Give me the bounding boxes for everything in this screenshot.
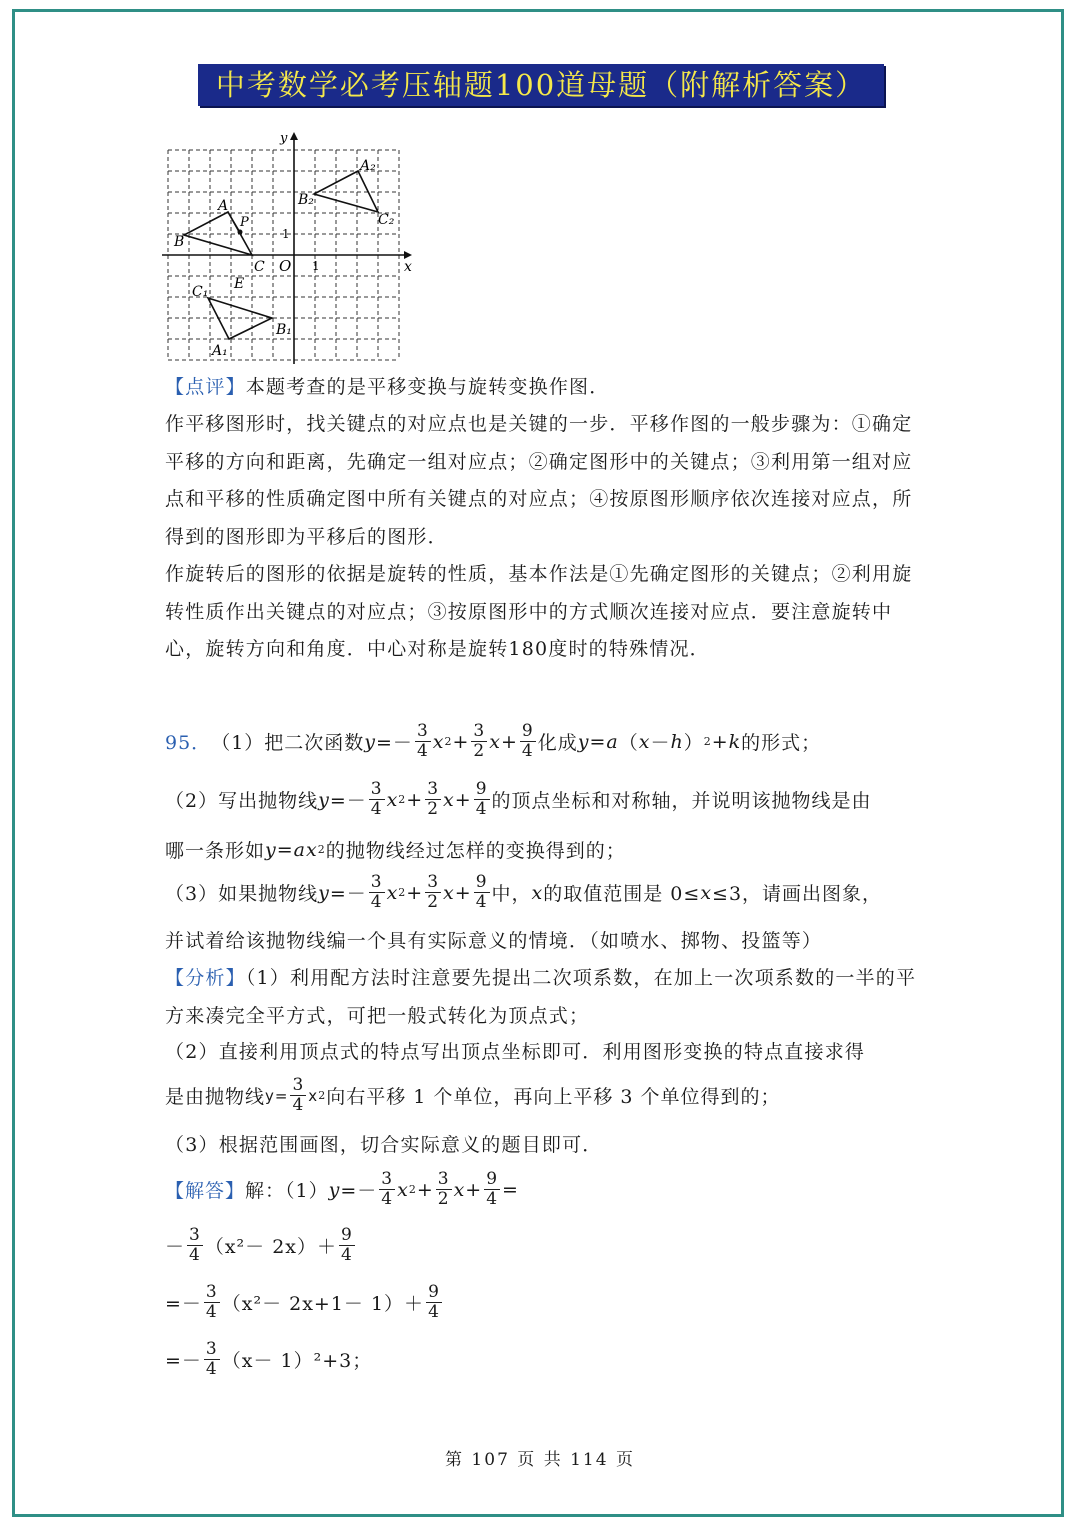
label-b2: B₂ <box>298 192 314 208</box>
label-c: C <box>254 259 265 275</box>
q2-text-c: 哪一条形如 <box>165 840 266 862</box>
solution-lead: 解：（1） <box>245 1180 329 1202</box>
question-part-2-line-2: 哪一条形如 y = ax 2 的抛物线经过怎样的变换得到的； <box>165 836 626 863</box>
label-c2: C₂ <box>378 212 395 228</box>
analysis-paragraph-1 <box>165 960 920 1035</box>
analysis-paragraph-3: 是由抛物线 y= $\frac{3}{4}$ x 2 向右平移 1 个单位，再向上平移 3 个单位得到的； <box>165 1075 781 1115</box>
label-x: x <box>404 259 412 275</box>
q3-text-d: ≤3，请画出图象， <box>712 883 883 905</box>
solution-step-1-text: （x²－ 2x）＋ <box>204 1236 338 1258</box>
label-a2: A₂ <box>360 158 376 174</box>
label-c1: C₁ <box>192 284 209 300</box>
q1-text-b: 化成 <box>537 732 578 754</box>
q3-text-a: （3）如果抛物线 <box>165 883 319 905</box>
q1-text-a: （1）把二次函数 <box>211 732 365 754</box>
q2-text-a: （2）写出抛物线 <box>165 790 319 812</box>
review-rotation-paragraph: 作旋转后的图形的依据是旋转的性质，基本作法是①先确定图形的关键点；②利用旋转性质作出关键点的对应点；③按原图形中的方式顺次连接对应点．要注意旋转中心，旋转方向和角度．中心对称是旋转180度时的特殊情况． <box>165 563 913 660</box>
analysis-paragraph-2: （2）直接利用顶点式的特点写出顶点坐标即可．利用图形变换的特点直接求得 <box>165 1041 866 1063</box>
solution-step-2: =－ $\frac{3}{4}$ （x²－ 2x+1－ 1）＋ $\frac{9}{4}$ <box>165 1282 440 1322</box>
coordinate-grid-figure <box>162 128 422 368</box>
review-summary: 本题考查的是平移变换与旋转变换作图． <box>245 376 610 398</box>
label-b1: B₁ <box>276 322 292 338</box>
analysis-text-3a: 是由抛物线 <box>165 1086 266 1108</box>
label-b: B <box>174 234 185 250</box>
q3-text-c: 的取值范围是 0≤ <box>543 883 701 905</box>
review-intro <box>165 369 920 407</box>
label-one-y: 1 <box>282 227 290 241</box>
solution-step-3-text: （x－ 1）²+3； <box>221 1350 373 1372</box>
x-axis-arrow <box>404 251 412 259</box>
label-y: y <box>280 131 288 146</box>
page-footer: 第 107 页 共 114 页 <box>445 1450 635 1470</box>
point-p <box>238 230 243 235</box>
y-axis-arrow <box>290 132 298 140</box>
label-one-x: 1 <box>312 259 320 273</box>
q2-text-d: 的抛物线经过怎样的变换得到的； <box>325 840 626 862</box>
solution-tag: 【解答】 <box>165 1180 246 1202</box>
page-title: 中考数学必考压轴题100道母题（附解析答案） <box>198 64 884 106</box>
label-p: P <box>240 215 249 230</box>
solution-step-3: =－ $\frac{3}{4}$ （x－ 1）²+3； <box>165 1339 373 1379</box>
review-tag: 【点评】 <box>165 376 246 398</box>
q2-text-b: 的顶点坐标和对称轴，并说明该抛物线是由 <box>491 790 872 812</box>
analysis-tag: 【分析】 <box>165 967 246 989</box>
analysis-paragraph-4: （3）根据范围画图，切合实际意义的题目即可． <box>165 1134 603 1156</box>
q3-text-b: 中， <box>491 883 532 905</box>
solution-step-1: － $\frac{3}{4}$ （x²－ 2x）＋ $\frac{9}{4}$ <box>165 1225 353 1265</box>
question-number: 95． <box>165 732 212 754</box>
solution-line-1: 【解答】 解：（1） y =－ $\frac{3}{4}$ x 2 + $\frac{3}{2}$ x + $\frac{9}{4}$ = <box>165 1169 519 1209</box>
analysis-text-3b: 向右平移 1 个单位，再向上平移 3 个单位得到的； <box>326 1086 781 1108</box>
q1-text-c: 的形式； <box>741 732 822 754</box>
question-part-2-line-1: （2）写出抛物线 y =－ $\frac{3}{4}$ x 2 + $\frac{3}{2}$ x + $\frac{9}{4}$ 的顶点坐标和对称轴，并说明该抛物线是由 <box>165 779 872 819</box>
label-origin: O <box>279 257 292 275</box>
review-translation-paragraph: 作平移图形时，找关键点的对应点也是关键的一步．平移作图的一般步骤为：①确定平移的方向和距离，先确定一组对应点；②确定图形中的关键点；③利用第一组对应点和平移的性质确定图中所有关键点的对应点；④按原图形顺序依次连接对应点，所得到的图形即为平移后的图形． <box>165 413 913 548</box>
solution-step-2-text: （x²－ 2x+1－ 1）＋ <box>221 1293 425 1315</box>
question-part-3-line-1: （3）如果抛物线 y =－ $\frac{3}{4}$ x 2 + $\frac{3}{2}$ x + $\frac{9}{4}$ 中， x 的取值范围是 0≤ x ≤3，请画出图象， <box>165 872 883 912</box>
label-a1: A₁ <box>212 343 228 359</box>
label-e: E <box>234 276 245 292</box>
question-part-3-line-2: 并试着给该抛物线编一个具有实际意义的情境．（如喷水、掷物、投篮等） <box>165 930 823 952</box>
question-part-1: 95． （1）把二次函数 y =－ $\frac{3}{4}$ x 2 + $\frac{3}{2}$ x + $\frac{9}{4}$ 化成 y = a （ x － h ） 2 + k 的形式； <box>165 721 822 761</box>
segment-ap <box>228 212 240 232</box>
label-a: A <box>218 198 229 214</box>
analysis-text-1: （1）利用配方法时注意要先提出二次项系数，在加上一次项系数的一半的平方来凑完全平方式，可把一般式转化为顶点式； <box>165 967 917 1027</box>
